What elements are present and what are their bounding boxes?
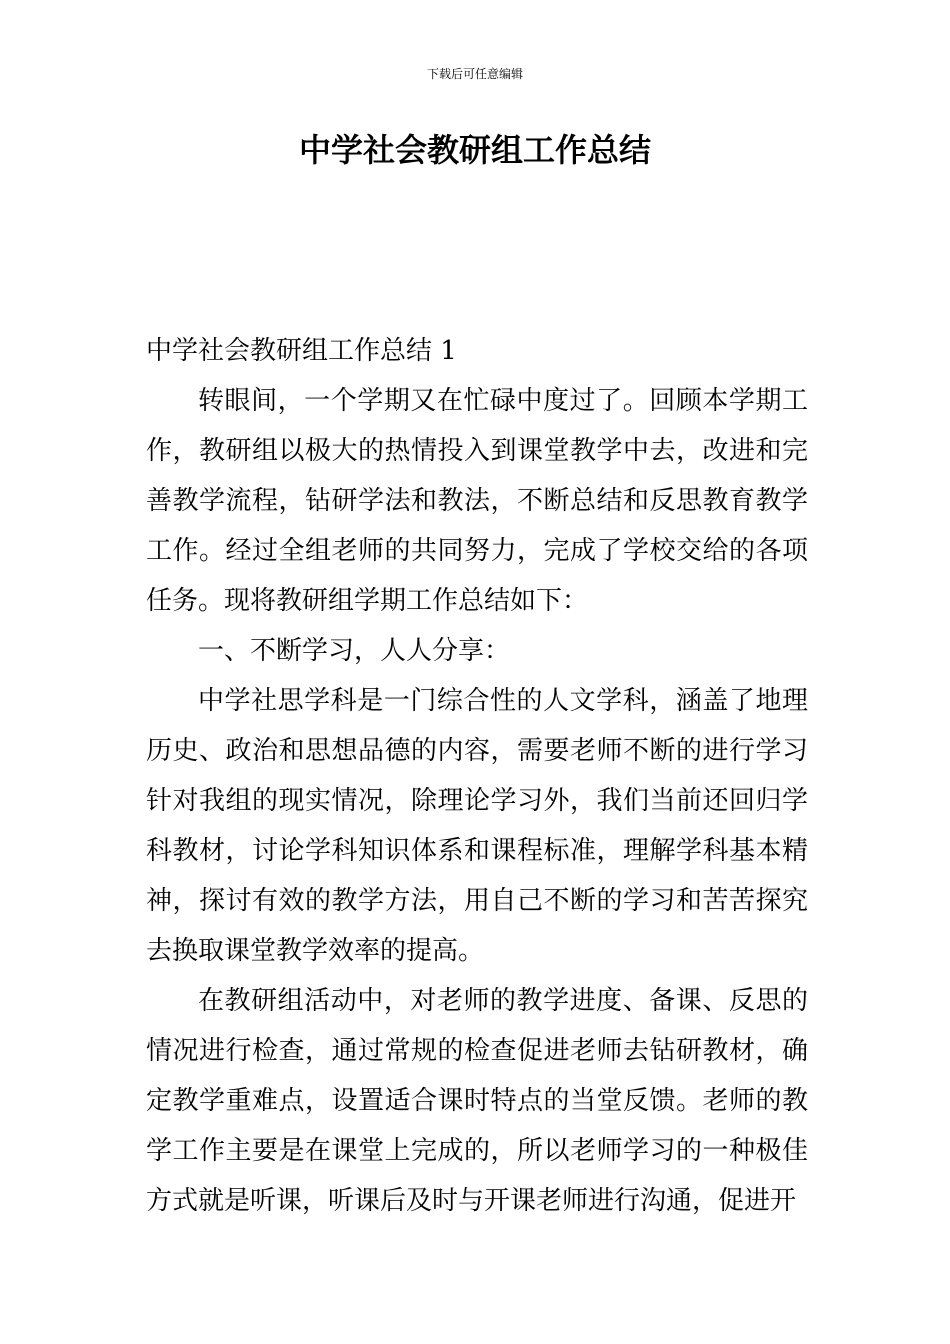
paragraph-intro: 转眼间，一个学期又在忙碌中度过了。回顾本学期工作，教研组以极大的热情投入到课堂教学中去，改进和完善教学流程，钻研学法和教法，不断总结和反思教育教学工作。经过全组老师的共同努力，完成了学校交给的各项任务。现将教研组学期工作总结如下： xyxy=(146,386,808,616)
paragraph-activities: 在教研组活动中，对老师的教学进度、备课、反思的情况进行检查，通过常规的检查促进老师去钻研教材，确定教学重难点，设置适合课时特点的当堂反馈。老师的教学工作主要是在课堂上完成的，所以老师学习的一种极佳方式就是听课，听课后及时与开课老师进行沟通，促进开 xyxy=(146,986,808,1216)
paragraph-subheading: 一、不断学习，人人分享： xyxy=(198,636,511,666)
document-title: 中学社会教研组工作总结 xyxy=(298,131,651,169)
section-heading: 中学社会教研组工作总结 1 xyxy=(146,336,457,366)
page-header-note: 下载后可任意编辑 xyxy=(426,67,523,81)
document-body xyxy=(146,326,808,1226)
paragraph-learning: 中学社思学科是一门综合性的人文学科，涵盖了地理历史、政治和思想品德的内容，需要老师不断的进行学习针对我组的现实情况，除理论学习外，我们当前还回归学科教材，讨论学科知识体系和课程标准，理解学科基本精神，探讨有效的教学方法，用自己不断的学习和苦苦探究去换取课堂教学效率的提高。 xyxy=(146,686,808,966)
